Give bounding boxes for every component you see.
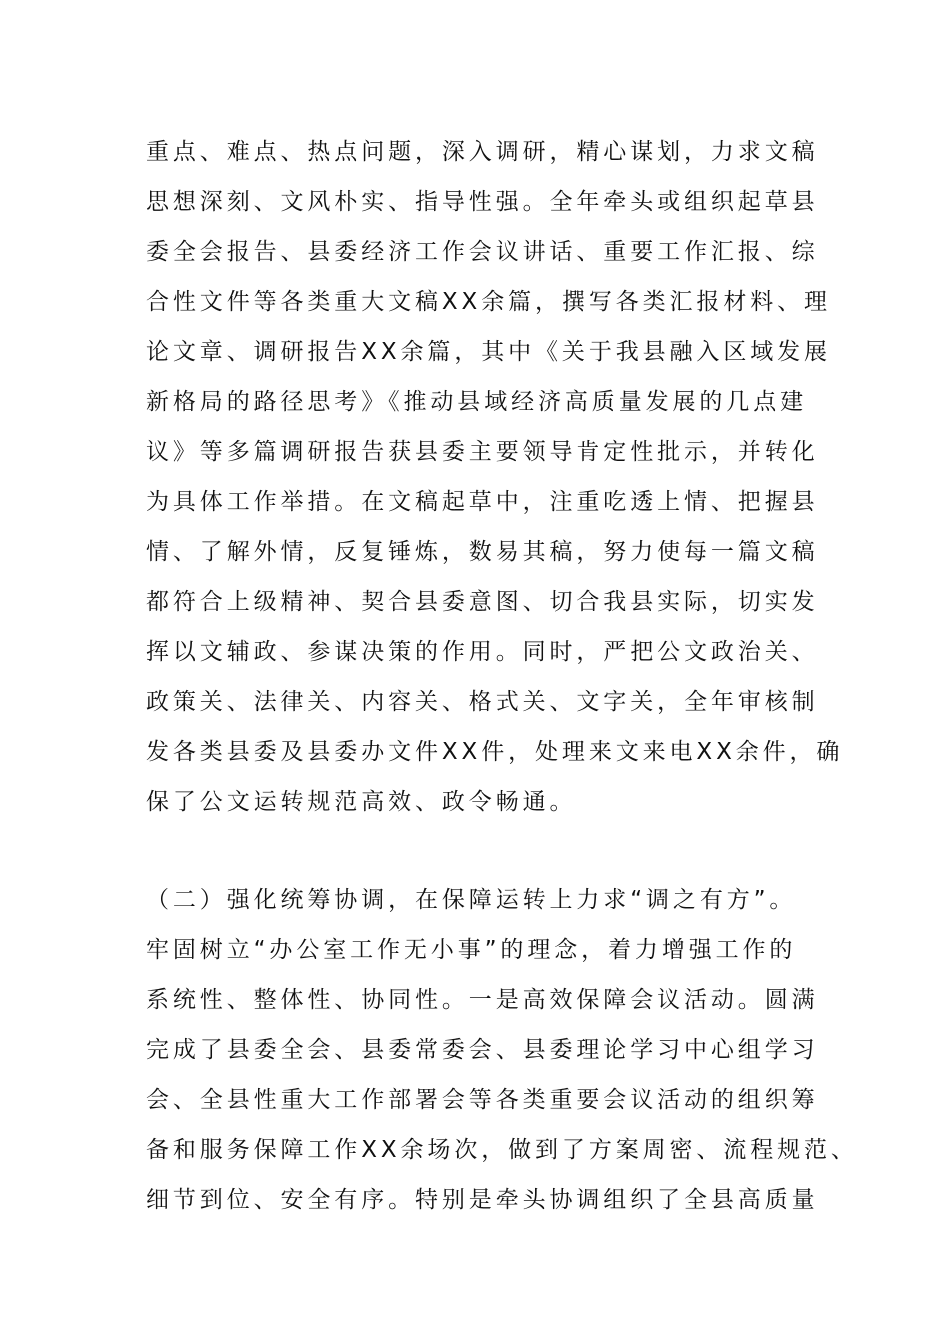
section-heading-line: （二）强化统筹协调，在保障运转上力求“调之有方”。: [146, 887, 797, 913]
text-line: 保了公文运转规范高效、政令畅通。: [146, 789, 577, 815]
text-line: 备和服务保障工作XX余场次，做到了方案周密、流程规范、: [146, 1137, 858, 1163]
text-line: 会、全县性重大工作部署会等各类重要会议活动的组织筹: [146, 1087, 819, 1113]
text-line: 论文章、调研报告XX余篇，其中《关于我县融入区域发展: [146, 339, 831, 365]
text-line: 委全会报告、县委经济工作会议讲话、重要工作汇报、综: [146, 239, 819, 265]
text-line: 都符合上级精神、契合县委意图、切合我县实际，切实发: [146, 589, 819, 615]
text-line: 合性文件等各类重大文稿XX余篇，撰写各类汇报材料、理: [146, 289, 831, 315]
text-line: 系统性、整体性、协同性。一是高效保障会议活动。圆满: [146, 987, 819, 1013]
text-line: 议》等多篇调研报告获县委主要领导肯定性批示，并转化: [146, 439, 819, 465]
text-line: 完成了县委全会、县委常委会、县委理论学习中心组学习: [146, 1037, 819, 1063]
text-line: 重点、难点、热点问题，深入调研，精心谋划，力求文稿: [146, 139, 819, 165]
text-line: 新格局的路径思考》《推动县域经济高质量发展的几点建: [146, 389, 807, 415]
text-line: 挥以文辅政、参谋决策的作用。同时，严把公文政治关、: [146, 639, 819, 665]
text-line: 发各类县委及县委办文件XX件，处理来文来电XX余件，确: [146, 739, 844, 765]
text-line: 牢固树立“办公室工作无小事”的理念，着力增强工作的: [146, 937, 797, 963]
text-line: 为具体工作举措。在文稿起草中，注重吃透上情、把握县: [146, 489, 819, 515]
text-line: 政策关、法律关、内容关、格式关、文字关，全年审核制: [146, 689, 819, 715]
text-line: 思想深刻、文风朴实、指导性强。全年牵头或组织起草县: [146, 189, 819, 215]
text-line: 情、了解外情，反复锤炼，数易其稿，努力使每一篇文稿: [146, 539, 819, 565]
text-line: 细节到位、安全有序。特别是牵头协调组织了全县高质量: [146, 1187, 819, 1213]
